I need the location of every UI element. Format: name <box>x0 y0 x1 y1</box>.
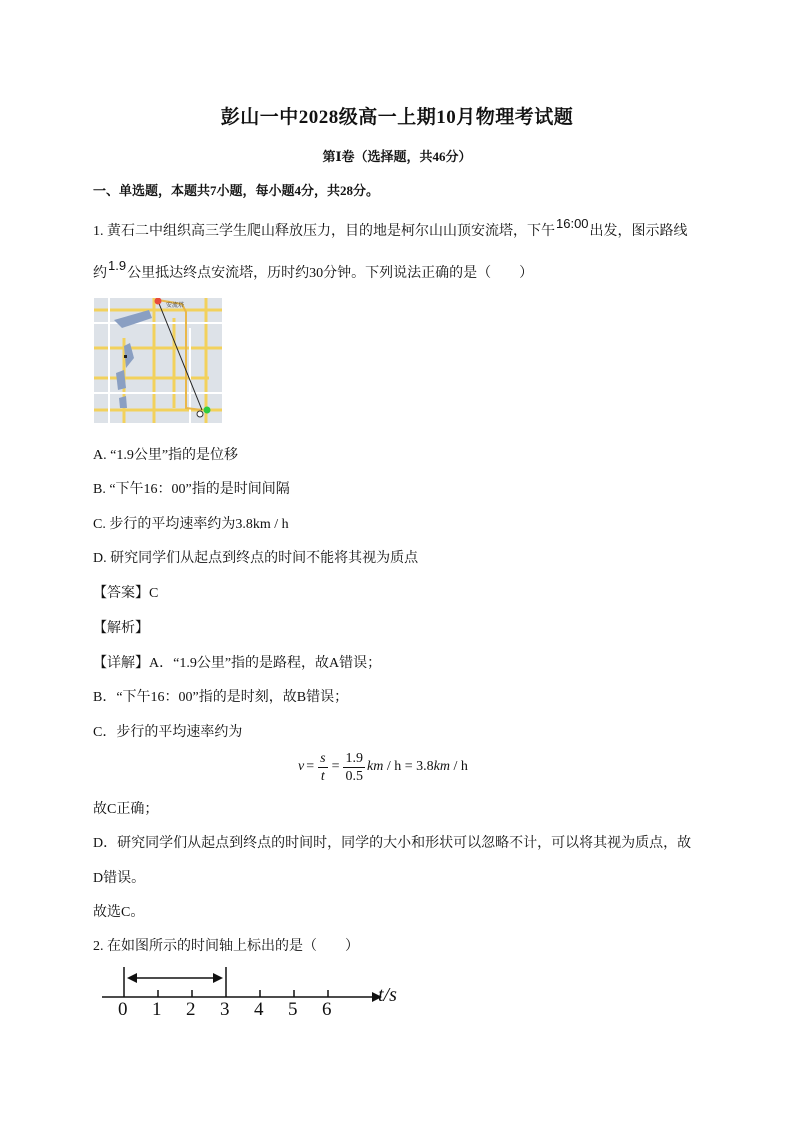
formula-num: 1.9 <box>345 750 363 766</box>
speed-formula <box>298 747 468 787</box>
formula-frac-values <box>343 750 365 785</box>
q1-option-a: A. “1.9公里”指的是位移 <box>93 448 239 463</box>
q1-detail-d1: D．研究同学们从起点到终点的时间时，同学的大小和形状可以忽略不计，可以将其视为质点，故 <box>93 836 692 851</box>
route-map <box>94 298 222 423</box>
section-heading: 一、单选题，本题共7小题，每小题4分，共28分。 <box>93 183 380 198</box>
axis-tick-0: 0 <box>118 999 128 1020</box>
formula-frac-st <box>318 750 327 785</box>
axis-tick-6: 6 <box>322 999 332 1020</box>
page-subtitle: 第Ⅰ卷（选择题，共46分） <box>322 149 472 164</box>
page-title: 彭山一中2028级高一上期10月物理考试题 <box>220 107 574 128</box>
formula-eq: = <box>306 759 315 774</box>
q1-option-c: C. 步行的平均速率约为3.8km / h <box>93 517 289 532</box>
formula-s: s <box>320 750 326 766</box>
formula-eq2: = <box>331 759 340 774</box>
q2-stem: 2. 在如图所示的时间轴上标出的是（ ） <box>93 939 359 954</box>
q1-stem-line2 <box>93 258 534 282</box>
q1-conclusion-c: 故C正确； <box>93 802 159 817</box>
formula-v: v <box>298 759 305 774</box>
q1-option-d: D. 研究同学们从起点到终点的时间不能将其视为质点 <box>93 551 419 566</box>
axis-tick-4: 4 <box>254 999 264 1020</box>
formula-tail: / h <box>449 759 468 774</box>
q1-text-a: 1. 黄石二中组织高三学生爬山释放压力，目的地是柯尔山山顶安流塔，下午 <box>93 224 555 239</box>
formula-t: t <box>320 768 325 784</box>
axis-label: t/s <box>378 984 397 1006</box>
formula-mid: / h = 3.8 <box>383 759 434 774</box>
q1-detail-a: 【详解】A．“1.9公里”指的是路程，故A错误； <box>93 656 382 671</box>
formula-unit1: km <box>366 759 384 774</box>
map-label: 安流塔 <box>166 302 185 309</box>
route-map-graphic <box>94 298 222 423</box>
q1-option-b: B. “下午16：00”指的是时间间隔 <box>93 482 290 497</box>
q1-detail-c: C．步行的平均速率约为 <box>93 725 243 740</box>
q1-text-b: 出发，图示路线 <box>589 224 688 239</box>
axis-tick-5: 5 <box>288 999 298 1020</box>
q1-answer: 【答案】C <box>93 586 159 601</box>
q1-stem-line1 <box>93 216 688 240</box>
time-axis <box>100 962 410 1029</box>
q1-text-d: 公里抵达终点安流塔，历时约30分钟。下列说法正确的是（ ） <box>127 266 534 281</box>
q1-analysis-heading: 【解析】 <box>93 621 149 636</box>
axis-tick-2: 2 <box>186 999 196 1020</box>
q1-final: 故选C。 <box>93 905 145 920</box>
q1-time: 16:00 <box>556 216 589 231</box>
formula-unit2: km <box>433 759 450 774</box>
axis-tick-3: 3 <box>220 999 230 1020</box>
q1-detail-d2: D错误。 <box>93 871 146 886</box>
q1-text-c: 约 <box>93 266 107 281</box>
q1-detail-b: B．“下午16：00”指的是时刻，故B错误； <box>93 690 349 705</box>
axis-tick-1: 1 <box>152 999 162 1020</box>
formula-den: 0.5 <box>345 768 363 784</box>
q1-distance: 1.9 <box>108 258 127 273</box>
